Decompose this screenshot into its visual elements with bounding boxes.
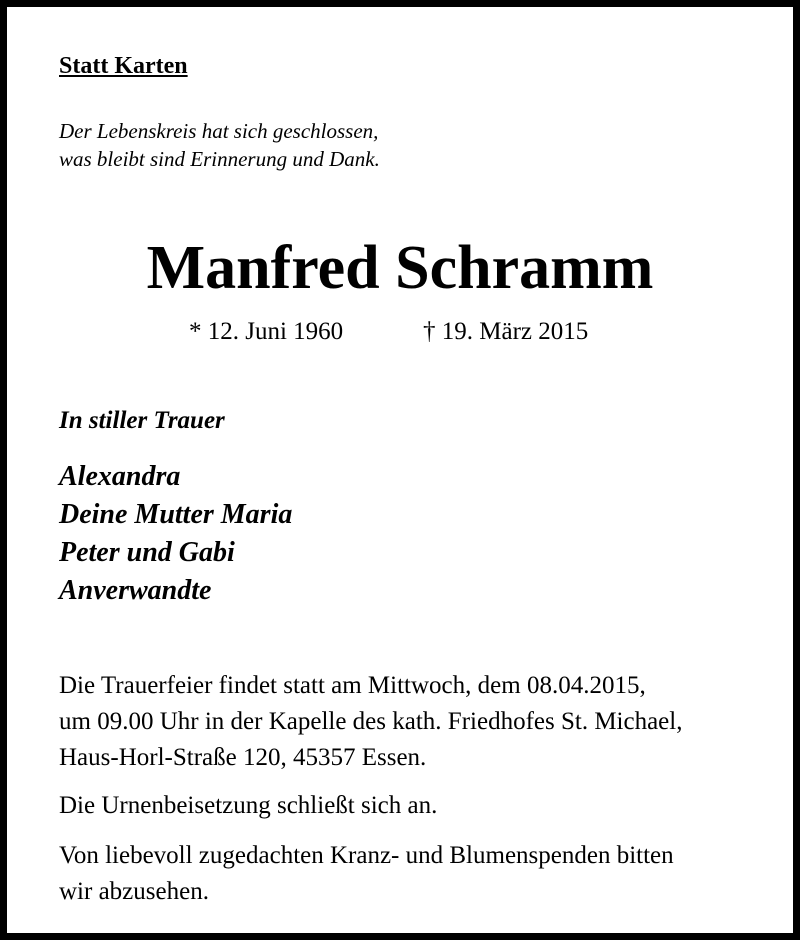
deceased-name: Manfred Schramm	[146, 234, 654, 302]
death-date: † 19. März 2015	[423, 318, 589, 345]
urn-note: Die Urnenbeisetzung schließt sich an.	[59, 792, 438, 819]
service-info-line: Haus-Horl-Straße 120, 45357 Essen.	[59, 744, 427, 771]
family-member: Peter und Gabi	[59, 537, 235, 568]
header-statt-karten: Statt Karten	[59, 53, 188, 79]
motto-line: Der Lebenskreis hat sich geschlossen,	[59, 119, 379, 143]
family-member: Anverwandte	[59, 575, 212, 606]
motto-line: was bleibt sind Erinnerung und Dank.	[59, 147, 380, 171]
flower-note-line: Von liebevoll zugedachten Kranz- und Blumenspenden bitten	[59, 842, 674, 869]
mourning-label: In stiller Trauer	[59, 407, 225, 434]
flower-note-line: wir abzusehen.	[59, 878, 209, 905]
birth-date: * 12. Juni 1960	[189, 318, 344, 345]
family-member: Deine Mutter Maria	[59, 499, 293, 530]
family-member: Alexandra	[59, 461, 181, 492]
service-info-line: Die Trauerfeier findet statt am Mittwoch, dem 08.04.2015,	[59, 672, 646, 699]
service-info-line: um 09.00 Uhr in der Kapelle des kath. Friedhofes St. Michael,	[59, 708, 683, 735]
